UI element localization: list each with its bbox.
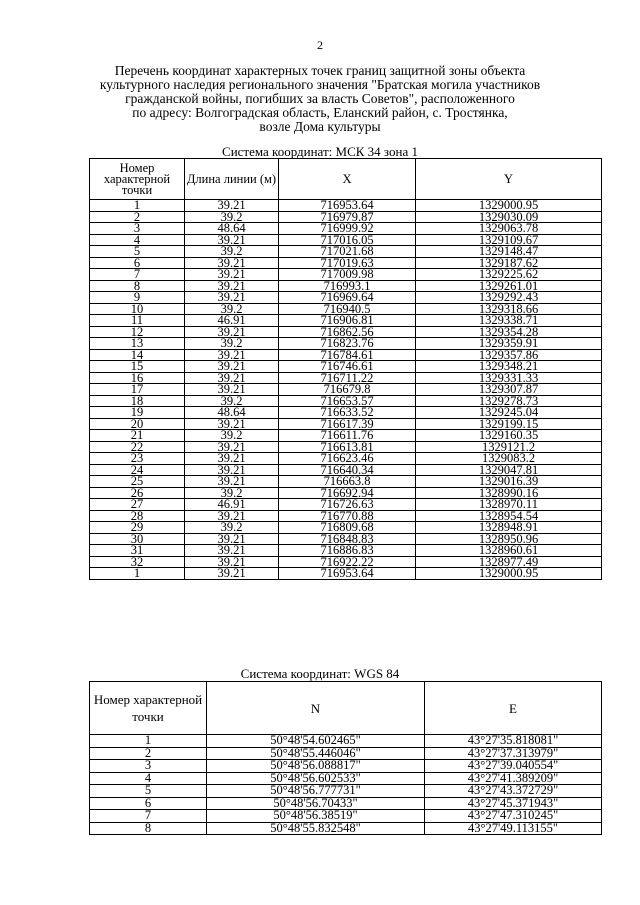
- table-cell: 32: [90, 556, 185, 568]
- table-cell: 39.2: [185, 338, 279, 350]
- table-cell: 30: [90, 533, 185, 545]
- title-line: гражданской войны, погибших за власть Советов", расположенного: [125, 91, 515, 106]
- header-point-number: Номер характерной точки: [90, 159, 185, 200]
- table-header-row: [90, 682, 602, 735]
- table-cell: 1328960.61: [416, 545, 602, 557]
- table-cell: 20: [90, 418, 185, 430]
- table-cell: 1329359.91: [416, 338, 602, 350]
- table-cell: 46.91: [185, 315, 279, 327]
- table-cell: 46.91: [185, 499, 279, 511]
- table-cell: 5: [90, 785, 207, 798]
- table-row: [90, 349, 602, 361]
- table-cell: 717019.63: [279, 257, 416, 269]
- table-row: [90, 735, 602, 748]
- table-cell: 50°48'56.70433": [207, 797, 425, 810]
- table-cell: 716770.88: [279, 510, 416, 522]
- table-cell: 716679.8: [279, 384, 416, 396]
- table-cell: 39.21: [185, 200, 279, 212]
- table-cell: 39.21: [185, 545, 279, 557]
- table-cell: 1: [90, 735, 207, 748]
- wgs-table-caption: Система координат: WGS 84: [240, 666, 400, 681]
- table-cell: 6: [90, 257, 185, 269]
- table-cell: 716999.92: [279, 223, 416, 235]
- header-line-length: Длина линии (м): [185, 159, 279, 200]
- table-cell: 1329331.33: [416, 372, 602, 384]
- table-cell: 11: [90, 315, 185, 327]
- table-row: [90, 292, 602, 304]
- table-cell: 716953.64: [279, 568, 416, 580]
- table-cell: 1329318.66: [416, 303, 602, 315]
- wgs-coordinates-table: [89, 681, 602, 835]
- table-cell: 39.21: [185, 372, 279, 384]
- table-row: [90, 464, 602, 476]
- table-row: [90, 234, 602, 246]
- table-cell: 39.2: [185, 522, 279, 534]
- table-row: [90, 487, 602, 499]
- table-cell: 1329354.28: [416, 326, 602, 338]
- table-cell: 717021.68: [279, 246, 416, 258]
- table-header-row: [90, 159, 602, 200]
- table-cell: 716653.57: [279, 395, 416, 407]
- table-row: [90, 361, 602, 373]
- table-cell: 716848.83: [279, 533, 416, 545]
- table-row: [90, 747, 602, 760]
- table-cell: 28: [90, 510, 185, 522]
- table-row: [90, 510, 602, 522]
- table-cell: 25: [90, 476, 185, 488]
- table-row: [90, 441, 602, 453]
- table-row: [90, 200, 602, 212]
- table-row: [90, 326, 602, 338]
- table-cell: 1329245.04: [416, 407, 602, 419]
- table-cell: 1329338.71: [416, 315, 602, 327]
- table-cell: 716979.87: [279, 211, 416, 223]
- table-cell: 3: [90, 223, 185, 235]
- table-cell: 10: [90, 303, 185, 315]
- table-cell: 1: [90, 568, 185, 580]
- table-row: [90, 338, 602, 350]
- table-cell: 1329160.35: [416, 430, 602, 442]
- table-row: [90, 211, 602, 223]
- table-row: [90, 568, 602, 580]
- table-cell: 29: [90, 522, 185, 534]
- table-cell: 716922.22: [279, 556, 416, 568]
- table-cell: 716663.8: [279, 476, 416, 488]
- table-cell: 31: [90, 545, 185, 557]
- table-cell: 716906.81: [279, 315, 416, 327]
- table-cell: 717016.05: [279, 234, 416, 246]
- table-cell: 39.21: [185, 292, 279, 304]
- table-cell: 1329357.86: [416, 349, 602, 361]
- table-cell: 716726.63: [279, 499, 416, 511]
- table-cell: 39.2: [185, 487, 279, 499]
- table-cell: 6: [90, 797, 207, 810]
- table-cell: 39.21: [185, 361, 279, 373]
- table-cell: 43°27'37.313979": [425, 747, 602, 760]
- table-row: [90, 785, 602, 798]
- table-cell: 39.21: [185, 556, 279, 568]
- page-number: 2: [317, 38, 323, 52]
- table-cell: 1329000.95: [416, 568, 602, 580]
- table-cell: 2: [90, 211, 185, 223]
- table-cell: 39.21: [185, 464, 279, 476]
- table-cell: 716611.76: [279, 430, 416, 442]
- table-cell: 16: [90, 372, 185, 384]
- table-row: [90, 810, 602, 823]
- table-cell: 716623.46: [279, 453, 416, 465]
- table-cell: 1329083.2: [416, 453, 602, 465]
- header-point-number: Номер характерной точки: [90, 682, 207, 735]
- table-cell: 1329225.62: [416, 269, 602, 281]
- table-cell: 716617.39: [279, 418, 416, 430]
- table-cell: 1329187.62: [416, 257, 602, 269]
- table-cell: 1329278.73: [416, 395, 602, 407]
- table-cell: 21: [90, 430, 185, 442]
- table-cell: 50°48'56.38519": [207, 810, 425, 823]
- table-cell: 1329063.78: [416, 223, 602, 235]
- table-cell: 717009.98: [279, 269, 416, 281]
- table-row: [90, 453, 602, 465]
- table-cell: 39.2: [185, 430, 279, 442]
- table-cell: 716784.61: [279, 349, 416, 361]
- table-cell: 39.21: [185, 418, 279, 430]
- table-cell: 9: [90, 292, 185, 304]
- table-cell: 1328950.96: [416, 533, 602, 545]
- table-row: [90, 499, 602, 511]
- table-cell: 1329030.09: [416, 211, 602, 223]
- table-cell: 12: [90, 326, 185, 338]
- table-cell: 50°48'54.602465": [207, 735, 425, 748]
- table-cell: 50°48'55.832548": [207, 822, 425, 835]
- table-cell: 1329016.39: [416, 476, 602, 488]
- table-cell: 39.2: [185, 303, 279, 315]
- table-cell: 43°27'41.389209": [425, 772, 602, 785]
- table-cell: 716993.1: [279, 280, 416, 292]
- table-row: [90, 418, 602, 430]
- msk-coordinates-table: [89, 158, 602, 580]
- table-cell: 39.21: [185, 234, 279, 246]
- table-cell: 716823.76: [279, 338, 416, 350]
- table-cell: 13: [90, 338, 185, 350]
- table-cell: 39.21: [185, 476, 279, 488]
- table-cell: 22: [90, 441, 185, 453]
- table-cell: 716613.81: [279, 441, 416, 453]
- table-cell: 4: [90, 772, 207, 785]
- table-cell: 50°48'56.602533": [207, 772, 425, 785]
- table-cell: 39.2: [185, 211, 279, 223]
- table-cell: 716940.5: [279, 303, 416, 315]
- table-cell: 19: [90, 407, 185, 419]
- table-cell: 7: [90, 810, 207, 823]
- table-cell: 716692.94: [279, 487, 416, 499]
- table-cell: 716886.83: [279, 545, 416, 557]
- table-cell: 43°27'45.371943": [425, 797, 602, 810]
- table-cell: 7: [90, 269, 185, 281]
- table-row: [90, 280, 602, 292]
- table-cell: 23: [90, 453, 185, 465]
- table-cell: 39.21: [185, 349, 279, 361]
- table-cell: 716809.68: [279, 522, 416, 534]
- table-row: [90, 372, 602, 384]
- table-cell: 39.21: [185, 441, 279, 453]
- table-cell: 1: [90, 200, 185, 212]
- table-row: [90, 395, 602, 407]
- table-cell: 43°27'49.113155": [425, 822, 602, 835]
- table-cell: 43°27'47.310245": [425, 810, 602, 823]
- table-row: [90, 315, 602, 327]
- table-cell: 43°27'39.040554": [425, 760, 602, 773]
- table-cell: 39.21: [185, 384, 279, 396]
- table-row: [90, 476, 602, 488]
- table-row: [90, 246, 602, 258]
- table-row: [90, 556, 602, 568]
- table-cell: 8: [90, 822, 207, 835]
- table-cell: 2: [90, 747, 207, 760]
- table-cell: 1329307.87: [416, 384, 602, 396]
- table-cell: 1329121.2: [416, 441, 602, 453]
- title-line: Перечень координат характерных точек границ защитной зоны объекта: [114, 63, 526, 78]
- document-title: [0, 64, 640, 134]
- table-cell: 17: [90, 384, 185, 396]
- table-cell: 5: [90, 246, 185, 258]
- table-cell: 8: [90, 280, 185, 292]
- table-cell: 1329348.21: [416, 361, 602, 373]
- table-row: [90, 407, 602, 419]
- table-row: [90, 822, 602, 835]
- table-cell: 4: [90, 234, 185, 246]
- table-row: [90, 384, 602, 396]
- table-cell: 1329000.95: [416, 200, 602, 212]
- table-cell: 1328977.49: [416, 556, 602, 568]
- table-row: [90, 533, 602, 545]
- table-cell: 14: [90, 349, 185, 361]
- title-line: культурного наследия регионального значения "Братская могила участников: [99, 77, 541, 92]
- table-cell: 716969.64: [279, 292, 416, 304]
- header-y: Y: [416, 159, 602, 200]
- table-cell: 24: [90, 464, 185, 476]
- table-cell: 39.21: [185, 510, 279, 522]
- table-cell: 15: [90, 361, 185, 373]
- table-cell: 716633.52: [279, 407, 416, 419]
- table-cell: 50°48'56.777731": [207, 785, 425, 798]
- table-cell: 39.21: [185, 533, 279, 545]
- table-cell: 1328990.16: [416, 487, 602, 499]
- table-cell: 1329047.81: [416, 464, 602, 476]
- table-cell: 716953.64: [279, 200, 416, 212]
- table-cell: 50°48'55.446046": [207, 747, 425, 760]
- table-row: [90, 257, 602, 269]
- table-cell: 39.2: [185, 246, 279, 258]
- table-cell: 43°27'35.818081": [425, 735, 602, 748]
- table-cell: 39.21: [185, 453, 279, 465]
- table-cell: 39.21: [185, 269, 279, 281]
- title-line: возле Дома культуры: [259, 119, 381, 134]
- table-cell: 716746.61: [279, 361, 416, 373]
- table-row: [90, 303, 602, 315]
- header-x: X: [279, 159, 416, 200]
- table-cell: 716862.56: [279, 326, 416, 338]
- table-row: [90, 430, 602, 442]
- table-cell: 39.21: [185, 568, 279, 580]
- table-cell: 3: [90, 760, 207, 773]
- msk-table-caption: Система координат: МСК 34 зона 1: [222, 144, 418, 159]
- table-cell: 18: [90, 395, 185, 407]
- table-cell: 1329261.01: [416, 280, 602, 292]
- table-cell: 1329148.47: [416, 246, 602, 258]
- table-row: [90, 522, 602, 534]
- table-cell: 716640.34: [279, 464, 416, 476]
- table-cell: 43°27'43.372729": [425, 785, 602, 798]
- table-cell: 39.2: [185, 395, 279, 407]
- table-cell: 50°48'56.088817": [207, 760, 425, 773]
- table-cell: 1329199.15: [416, 418, 602, 430]
- table-cell: 26: [90, 487, 185, 499]
- header-n: N: [207, 682, 425, 735]
- table-cell: 48.64: [185, 223, 279, 235]
- title-line: по адресу: Волгоградская область, Еланский район, с. Тростянка,: [132, 105, 508, 120]
- table-cell: 27: [90, 499, 185, 511]
- table-cell: 39.21: [185, 326, 279, 338]
- table-cell: 1328948.91: [416, 522, 602, 534]
- table-cell: 1329109.67: [416, 234, 602, 246]
- table-cell: 48.64: [185, 407, 279, 419]
- table-row: [90, 223, 602, 235]
- table-cell: 39.21: [185, 280, 279, 292]
- table-cell: 39.21: [185, 257, 279, 269]
- table-row: [90, 545, 602, 557]
- table-cell: 1328954.54: [416, 510, 602, 522]
- table-row: [90, 772, 602, 785]
- table-row: [90, 760, 602, 773]
- table-cell: 1328970.11: [416, 499, 602, 511]
- header-e: E: [425, 682, 602, 735]
- table-cell: 716711.22: [279, 372, 416, 384]
- table-row: [90, 797, 602, 810]
- table-cell: 1329292.43: [416, 292, 602, 304]
- table-row: [90, 269, 602, 281]
